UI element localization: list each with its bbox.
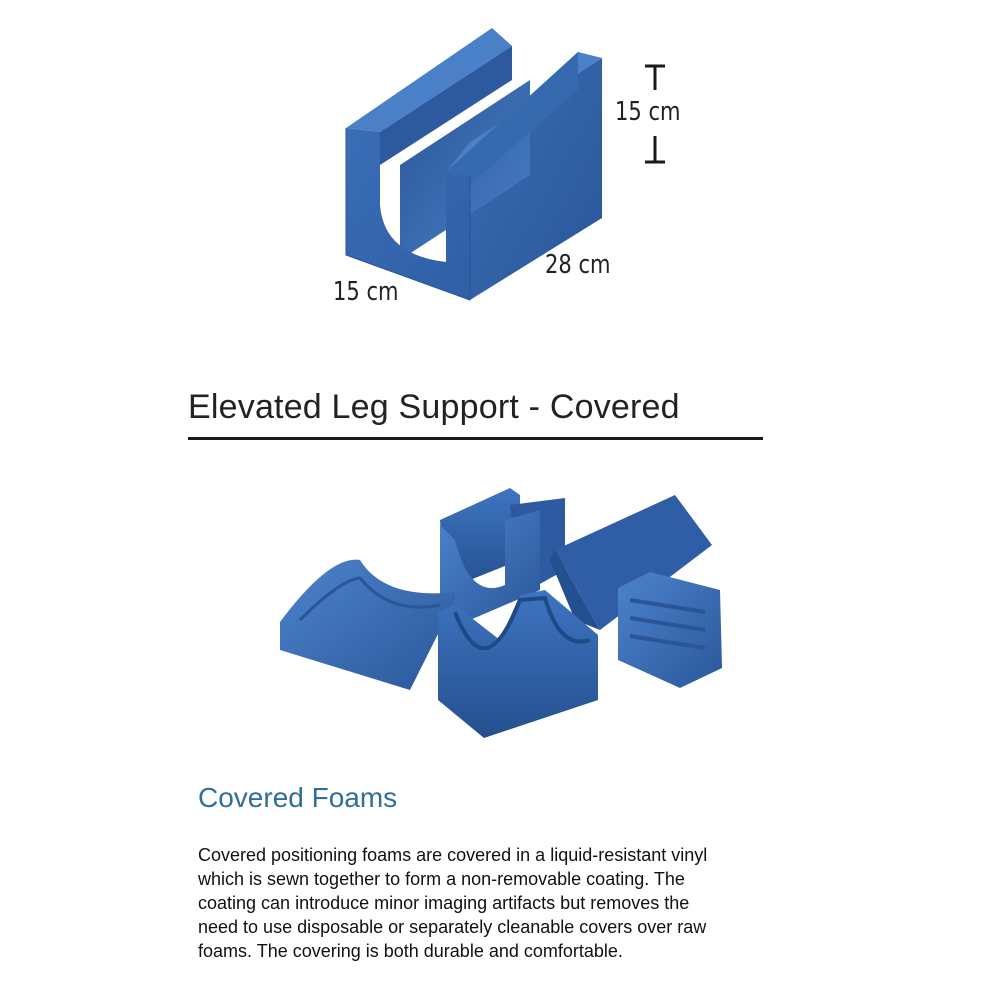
page-title: Elevated Leg Support - Covered — [188, 388, 680, 426]
description-line: Covered positioning foams are covered in a liquid-resistant vinyl — [198, 845, 708, 865]
description-line: foams. The covering is both durable and comfortable. — [198, 941, 623, 961]
covered-foams-image — [0, 470, 1000, 750]
height-dimension-label: 15 cm — [615, 97, 681, 127]
description-line: coating can introduce minor imaging artifacts but removes the — [198, 893, 690, 913]
section-subtitle: Covered Foams — [198, 782, 398, 813]
width-dimension-label: 15 cm — [333, 277, 399, 307]
section-description — [198, 843, 838, 963]
leg-support-image — [0, 0, 1000, 340]
description-line: which is sewn together to form a non-removable coating. The — [198, 869, 685, 889]
length-dimension-label: 28 cm — [545, 250, 611, 280]
description-line: need to use disposable or separately cleanable covers over raw — [198, 917, 707, 937]
title-underline — [188, 437, 763, 440]
